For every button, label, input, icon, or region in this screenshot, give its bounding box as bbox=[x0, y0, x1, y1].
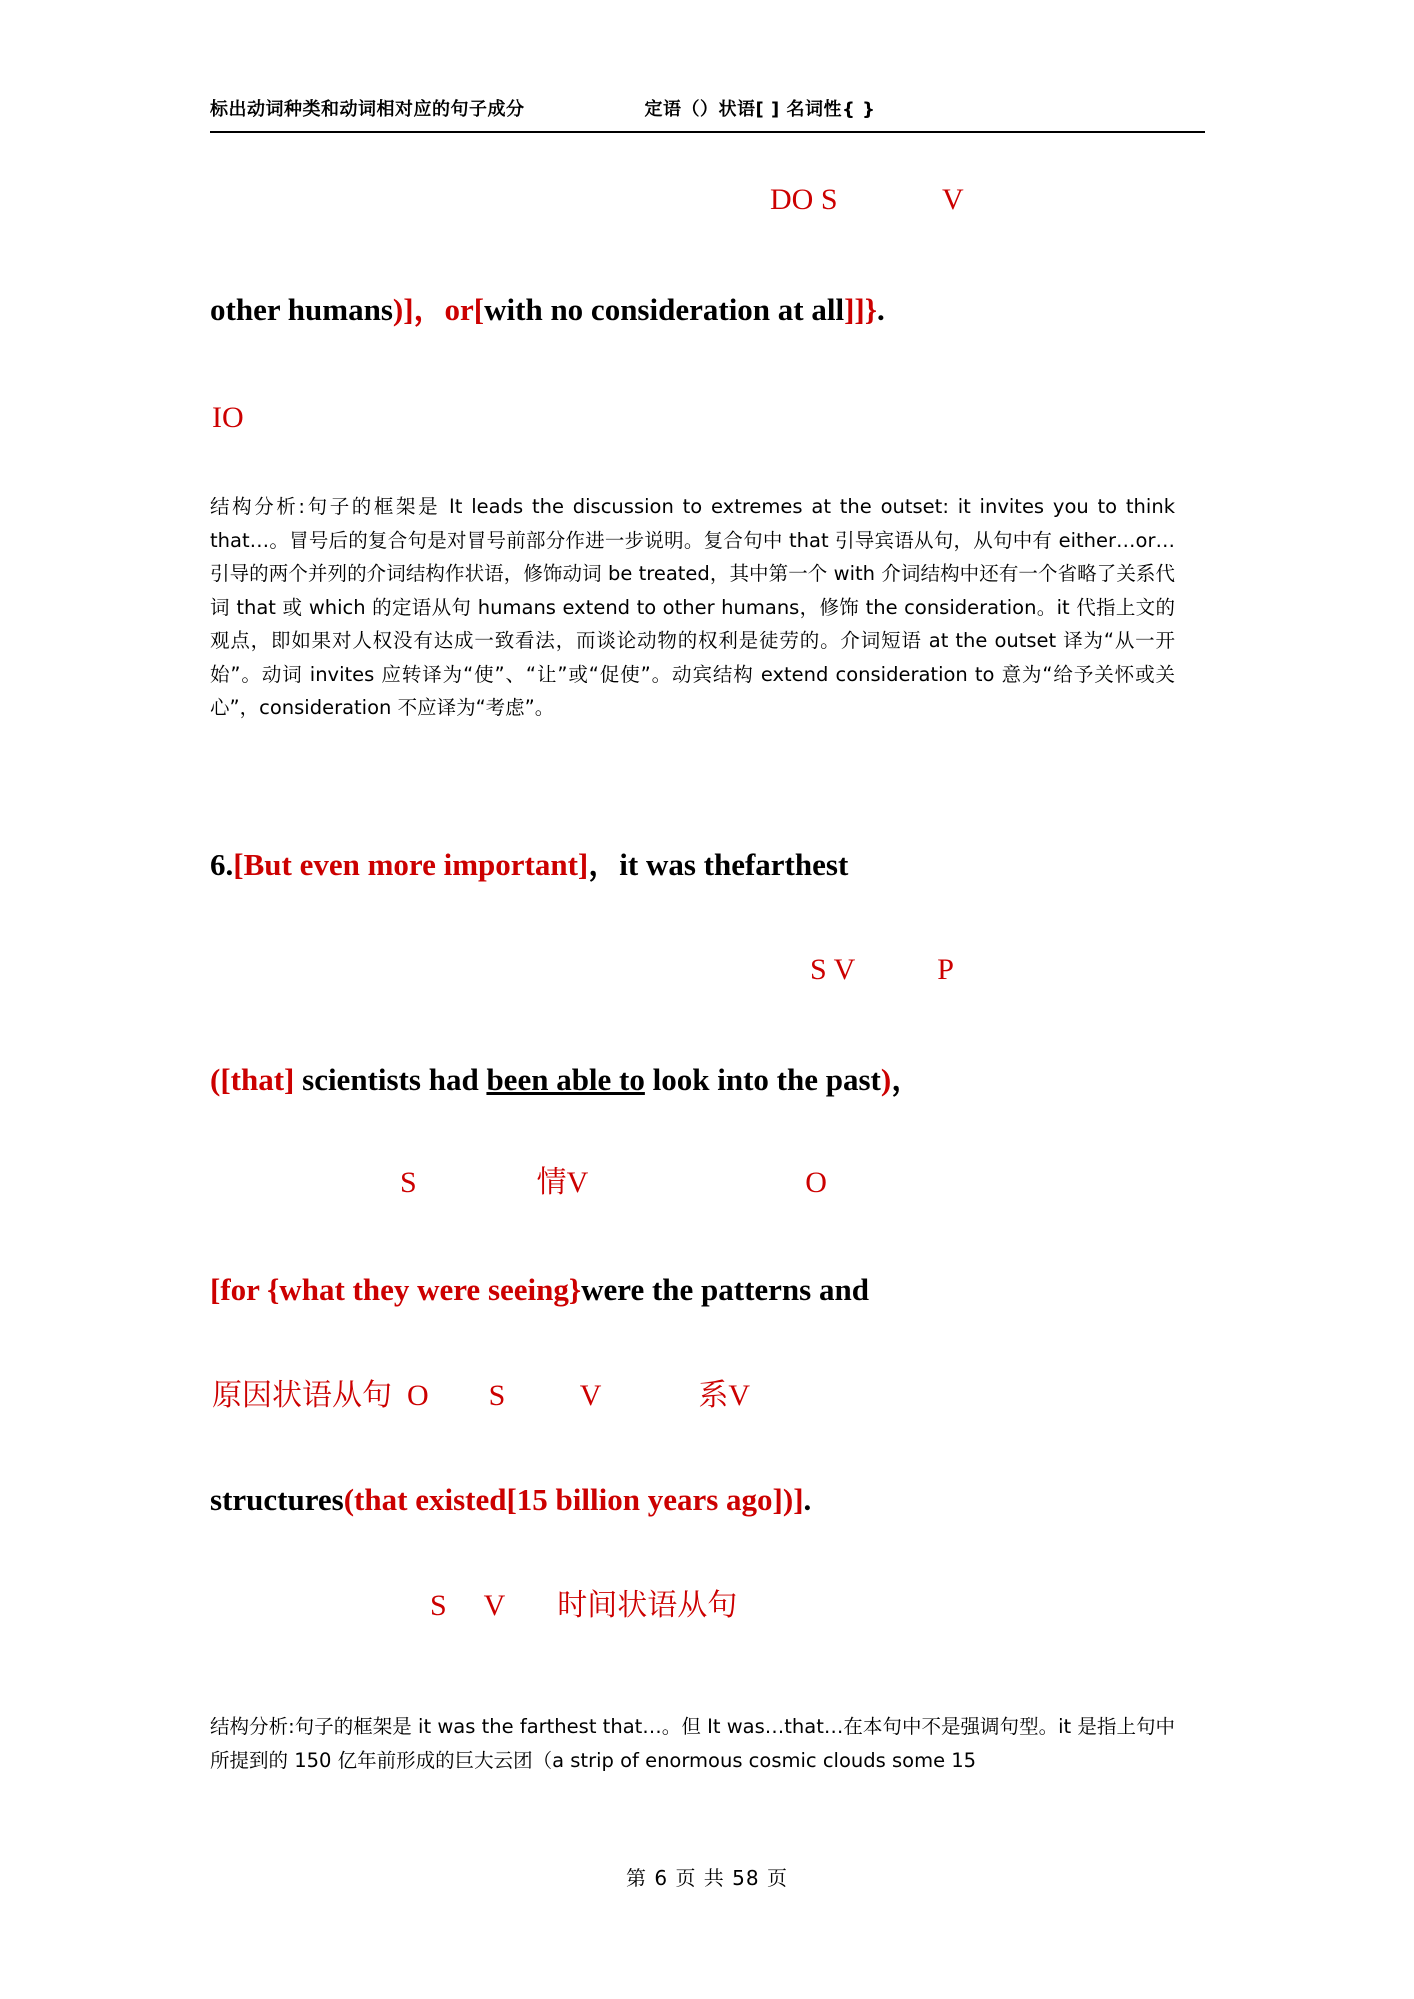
structure-analysis-2: 结构分析:句子的框架是 it was the farthest that…。但 It was…that…在本句中不是强调句型。it 是指上句中所提到的 150 亿年前形成的巨大云团（a strip of enormous cosmic clouds some 15 bbox=[210, 1715, 1175, 1772]
sentence2-p1: ( bbox=[210, 1062, 221, 1097]
item6-number: 6. bbox=[210, 847, 234, 882]
structure-analysis-1: 结构分析:句子的框架是 It leads the discussion to extremes at the outset: it invites you to think that…。冒号后的复合句是对冒号前部分作进一步说明。复合句中 that 引导宾语从句，从句中有 either…or…引导的两个并列的介词结构作状语，修饰动词 be treated，其中第一个 with 介词结构中还有一个省略了关系代词 that 或 which 的定语从句 humans extend to other humans，修饰 the consideration。it 代指上文的观点，即如果对人权没有达成一致看法，而谈论动物的权利是徒劳的。介词短语 at the outset 译为“从一开始”。动词 invites 应转译为“使”、“让”或“促使”。动宾结构 extend consideration to 意为“给予关怀或关心”，consideration 不应译为“考虑”。 bbox=[210, 495, 1175, 720]
sentence-line-4 bbox=[210, 1480, 1210, 1520]
grammar-marker-io: IO bbox=[212, 401, 244, 434]
header-left-text: 标出动词种类和动词相对应的句子成分 bbox=[210, 99, 525, 120]
item6-bracketed: [But even more important] bbox=[233, 847, 589, 882]
sentence1-part3: with no consideration at all bbox=[484, 292, 845, 327]
sentence2-p3: scientists had bbox=[294, 1062, 487, 1097]
sentence1-part1: other humans bbox=[210, 292, 393, 327]
sentence-line-2 bbox=[210, 1060, 1210, 1100]
grammar-marker-s-modalv-o: S 情V O bbox=[400, 1166, 827, 1199]
sentence2-p7: ， bbox=[891, 1062, 923, 1097]
page-header bbox=[210, 95, 1205, 133]
sentence3-p1: [for {what they were seeing} bbox=[210, 1272, 582, 1307]
sentence4-p1: structures bbox=[210, 1482, 344, 1517]
sentence-line-item6 bbox=[210, 845, 1210, 885]
sentence-line-3 bbox=[210, 1270, 1210, 1310]
sentence2-p6: ) bbox=[880, 1062, 892, 1097]
item6-rest: ，it was thefarthest bbox=[588, 847, 849, 882]
sentence1-part2: )]，or[ bbox=[392, 292, 485, 327]
sentence4-p2: (that existed bbox=[343, 1482, 507, 1517]
grammar-marker-do-s-v: DO S V bbox=[770, 183, 964, 216]
sentence2-p5: look into the past bbox=[644, 1062, 881, 1097]
grammar-marker-cause-clause: 原因状语从句 O S V 系V bbox=[212, 1379, 751, 1412]
sentence4-p3: [15 billion years ago] bbox=[506, 1482, 783, 1517]
header-right-text: 定语（）状语[ ] 名词性{ } bbox=[644, 99, 876, 120]
grammar-marker-s-v-p: S V P bbox=[810, 953, 954, 986]
sentence-line-1 bbox=[210, 290, 1210, 330]
sentence1-part4: ]]} bbox=[844, 292, 877, 327]
sentence1-part5: . bbox=[876, 292, 885, 327]
page-footer: 第 6 页 共 58 页 bbox=[626, 1866, 788, 1890]
grammar-marker-time-clause: S V 时间状语从句 bbox=[430, 1589, 738, 1622]
sentence2-p2: [that] bbox=[220, 1062, 295, 1097]
sentence2-p4: been able to bbox=[486, 1062, 645, 1097]
sentence4-p4: )] bbox=[782, 1482, 804, 1517]
sentence4-p5: . bbox=[803, 1482, 812, 1517]
sentence3-p2: were the patterns and bbox=[581, 1272, 869, 1307]
